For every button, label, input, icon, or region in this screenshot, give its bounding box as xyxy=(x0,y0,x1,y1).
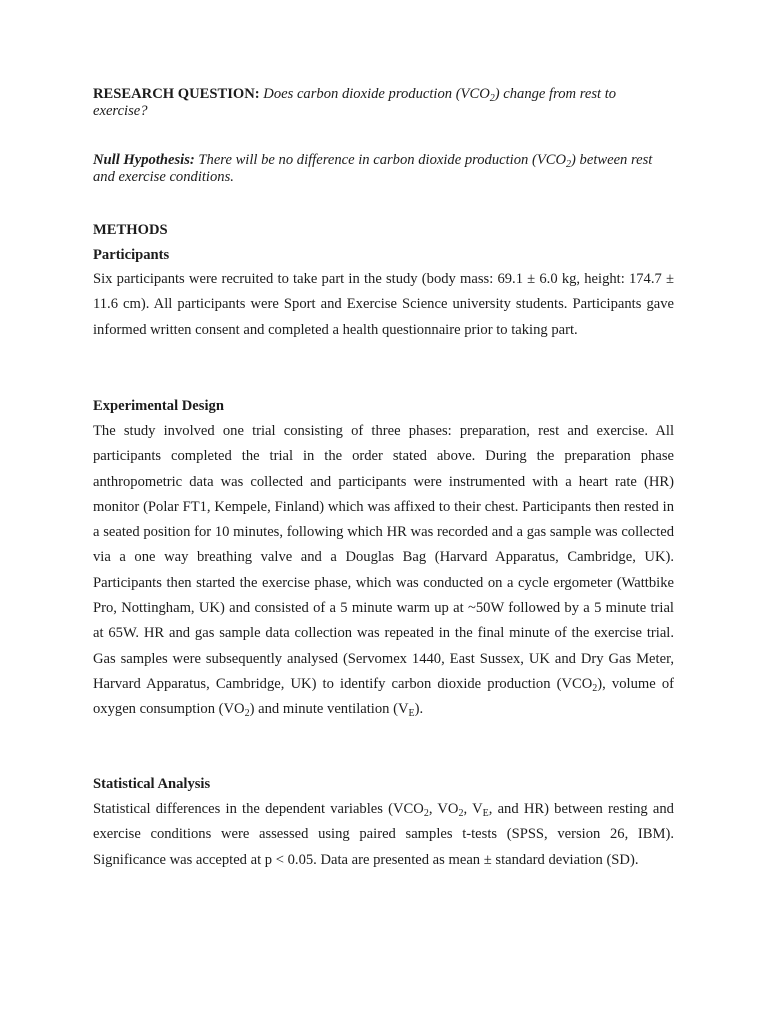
participants-paragraph: Six participants were recruited to take part in the study (body mass: 69.1 ± 6.0 kg, height: 174.7 ± 11.6 cm). All participants were Sport and Exercise Science university students. Participants gave informed written consent and completed a health questionnaire prior to taking part. xyxy=(93,271,674,338)
null-hypothesis-label: Null Hypothesis: xyxy=(93,152,195,168)
statistical-analysis-paragraph: Statistical differences in the dependent variables ($VCO_2$, $VO_2$, $V_E$, and HR) between resting and exercise conditions were assessed using paired samples t-tests (SPSS, version 26, IBM). Significance was accepted at p < 0.05. Data are presented as mean ± standard deviation (SD). xyxy=(93,801,674,868)
statistical-analysis-heading: Statistical Analysis xyxy=(93,776,211,792)
methods-heading: METHODS xyxy=(93,222,168,238)
research-question-text: Does carbon dioxide production $(VCO_2)$ change from rest to exercise? xyxy=(93,86,617,119)
null-hypothesis xyxy=(93,152,674,186)
null-hypothesis-text: There will be no difference in carbon dioxide production $(VCO_2)$ between rest and exercise conditions. xyxy=(93,152,653,185)
research-question xyxy=(93,86,674,120)
experimental-design-heading: Experimental Design xyxy=(93,398,224,414)
experimental-design-paragraph: The study involved one trial consisting of three phases: preparation, rest and exercise. All participants completed the trial in the order stated above. During the preparation phase anthropometric data was collected and participants were instrumented with a heart rate (HR) monitor (Polar FT1, Kempele, Finland) which was affixed to their chest. Participants then rested in a seated position for 10 minutes, following which HR was recorded and a gas sample was collected via a one way breathing valve and a Douglas Bag (Harvard Apparatus, Cambridge, UK). Participants then started the exercise phase, which was conducted on a cycle ergometer (Wattbike Pro, Nottingham, UK) and consisted of a 5 minute warm up at ~50W followed by a 5 minute trial at 65W. HR and gas sample data collection was repeated in the final minute of the exercise trial. Gas samples were subsequently analysed (Servomex 1440, East Sussex, UK and Dry Gas Meter, Harvard Apparatus, Cambridge, UK) to identify carbon dioxide production $(VCO_2)$, volume of oxygen consumption $(VO_2)$ and minute ventilation $(V_E)$. xyxy=(93,423,674,720)
participants-heading: Participants xyxy=(93,247,170,263)
research-question-label: RESEARCH QUESTION: xyxy=(93,86,260,102)
